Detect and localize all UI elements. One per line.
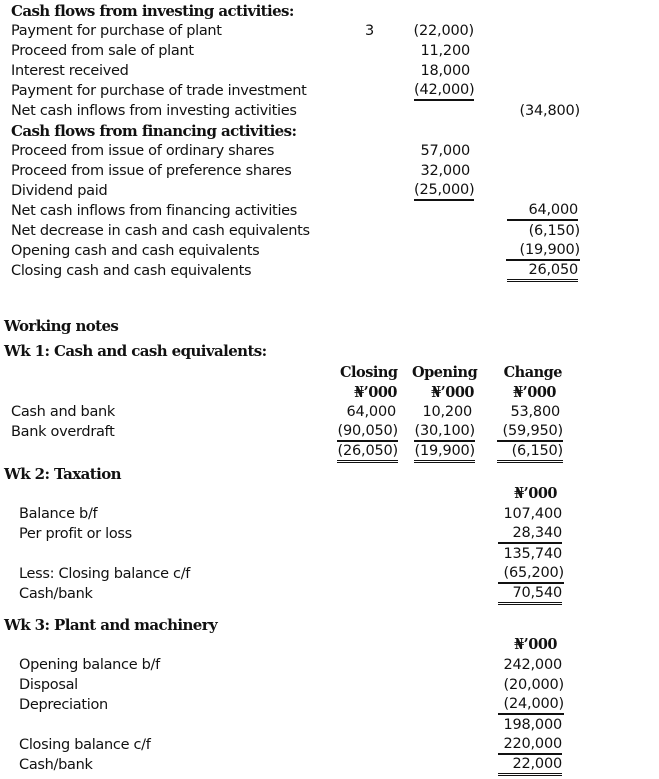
wk2-title: Wk 2: Taxation xyxy=(4,465,121,483)
row-label: Proceed from issue of preference shares xyxy=(11,163,292,179)
row-label: Proceed from issue of ordinary shares xyxy=(11,143,275,159)
wk2-unit: ₦’000 xyxy=(514,485,557,502)
cell-opening: (30,100) xyxy=(414,422,475,442)
total-amount: 70,540 xyxy=(498,584,562,605)
row-amount: 107,400 xyxy=(503,506,562,522)
row-label: Interest received xyxy=(11,63,129,79)
row-amount: 220,000 xyxy=(498,735,562,755)
row-amount: 11,200 xyxy=(420,43,470,59)
col-header-change: Change xyxy=(503,364,562,381)
cell-change: (59,950) xyxy=(497,422,563,442)
total-amount: 22,000 xyxy=(498,755,562,776)
row-amount: 32,000 xyxy=(420,163,470,179)
row-amount: 57,000 xyxy=(420,143,470,159)
row-label: Less: Closing balance c/f xyxy=(19,566,191,582)
note-ref: 3 xyxy=(364,23,374,39)
col-header-closing: Closing xyxy=(340,364,398,381)
row-amount: (24,000) xyxy=(498,695,564,715)
net-decrease-total: (6,150) xyxy=(528,223,580,239)
total-change: (6,150) xyxy=(497,442,563,463)
row-label: Payment for purchase of trade investment xyxy=(11,83,307,99)
row-label: Cash/bank xyxy=(19,757,93,773)
wk1-title: Wk 1: Cash and cash equivalents: xyxy=(4,342,267,360)
row-amount: (65,200) xyxy=(498,564,564,584)
cell-closing: (90,050) xyxy=(337,422,398,442)
col-header-opening: Opening xyxy=(412,364,478,381)
row-label: Per profit or loss xyxy=(19,526,132,542)
row-label: Cash/bank xyxy=(19,586,93,602)
row-label: Dividend paid xyxy=(11,183,108,199)
row-label: Bank overdraft xyxy=(11,424,115,440)
net-financing-label: Net cash inflows from financing activities xyxy=(11,203,298,219)
opening-cash-total: (19,900) xyxy=(506,241,580,261)
row-amount: (22,000) xyxy=(413,23,474,39)
row-label: Depreciation xyxy=(19,697,108,713)
cell-opening: 10,200 xyxy=(422,404,472,420)
col-unit-closing: ₦’000 xyxy=(354,384,397,401)
wk3-title: Wk 3: Plant and machinery xyxy=(4,616,218,634)
row-amount: 18,000 xyxy=(420,63,470,79)
row-label: Cash and bank xyxy=(11,404,116,420)
row-label: Disposal xyxy=(19,677,78,693)
row-label: Proceed from sale of plant xyxy=(11,43,194,59)
financing-heading: Cash flows from financing activities: xyxy=(11,122,297,140)
col-unit-opening: ₦’000 xyxy=(431,384,474,401)
opening-cash-label: Opening cash and cash equivalents xyxy=(11,243,260,259)
col-unit-change: ₦’000 xyxy=(513,384,556,401)
cell-change: 53,800 xyxy=(510,404,560,420)
row-label: Payment for purchase of plant xyxy=(11,23,222,39)
closing-cash-label: Closing cash and cash equivalents xyxy=(11,263,252,279)
row-amount: (25,000) xyxy=(414,181,474,201)
net-investing-label: Net cash inflows from investing activities xyxy=(11,103,297,119)
net-decrease-label: Net decrease in cash and cash equivalents xyxy=(11,223,310,239)
working-notes-title: Working notes xyxy=(4,317,119,335)
subtotal-amount: 198,000 xyxy=(503,717,562,733)
investing-heading: Cash flows from investing activities: xyxy=(11,2,294,20)
net-investing-total: (34,800) xyxy=(519,103,580,119)
row-amount: (20,000) xyxy=(503,677,564,693)
row-amount: 28,340 xyxy=(498,524,562,544)
row-label: Opening balance b/f xyxy=(19,657,160,673)
row-amount: 242,000 xyxy=(503,657,562,673)
wk3-unit: ₦’000 xyxy=(514,636,557,653)
row-amount: (42,000) xyxy=(414,81,474,101)
total-closing: (26,050) xyxy=(337,442,398,463)
closing-cash-total: 26,050 xyxy=(507,261,578,282)
cell-closing: 64,000 xyxy=(346,404,396,420)
row-label: Closing balance c/f xyxy=(19,737,151,753)
subtotal-amount: 135,740 xyxy=(503,546,562,562)
total-opening: (19,900) xyxy=(414,442,475,463)
row-label: Balance b/f xyxy=(19,506,98,522)
net-financing-total: 64,000 xyxy=(507,201,578,221)
